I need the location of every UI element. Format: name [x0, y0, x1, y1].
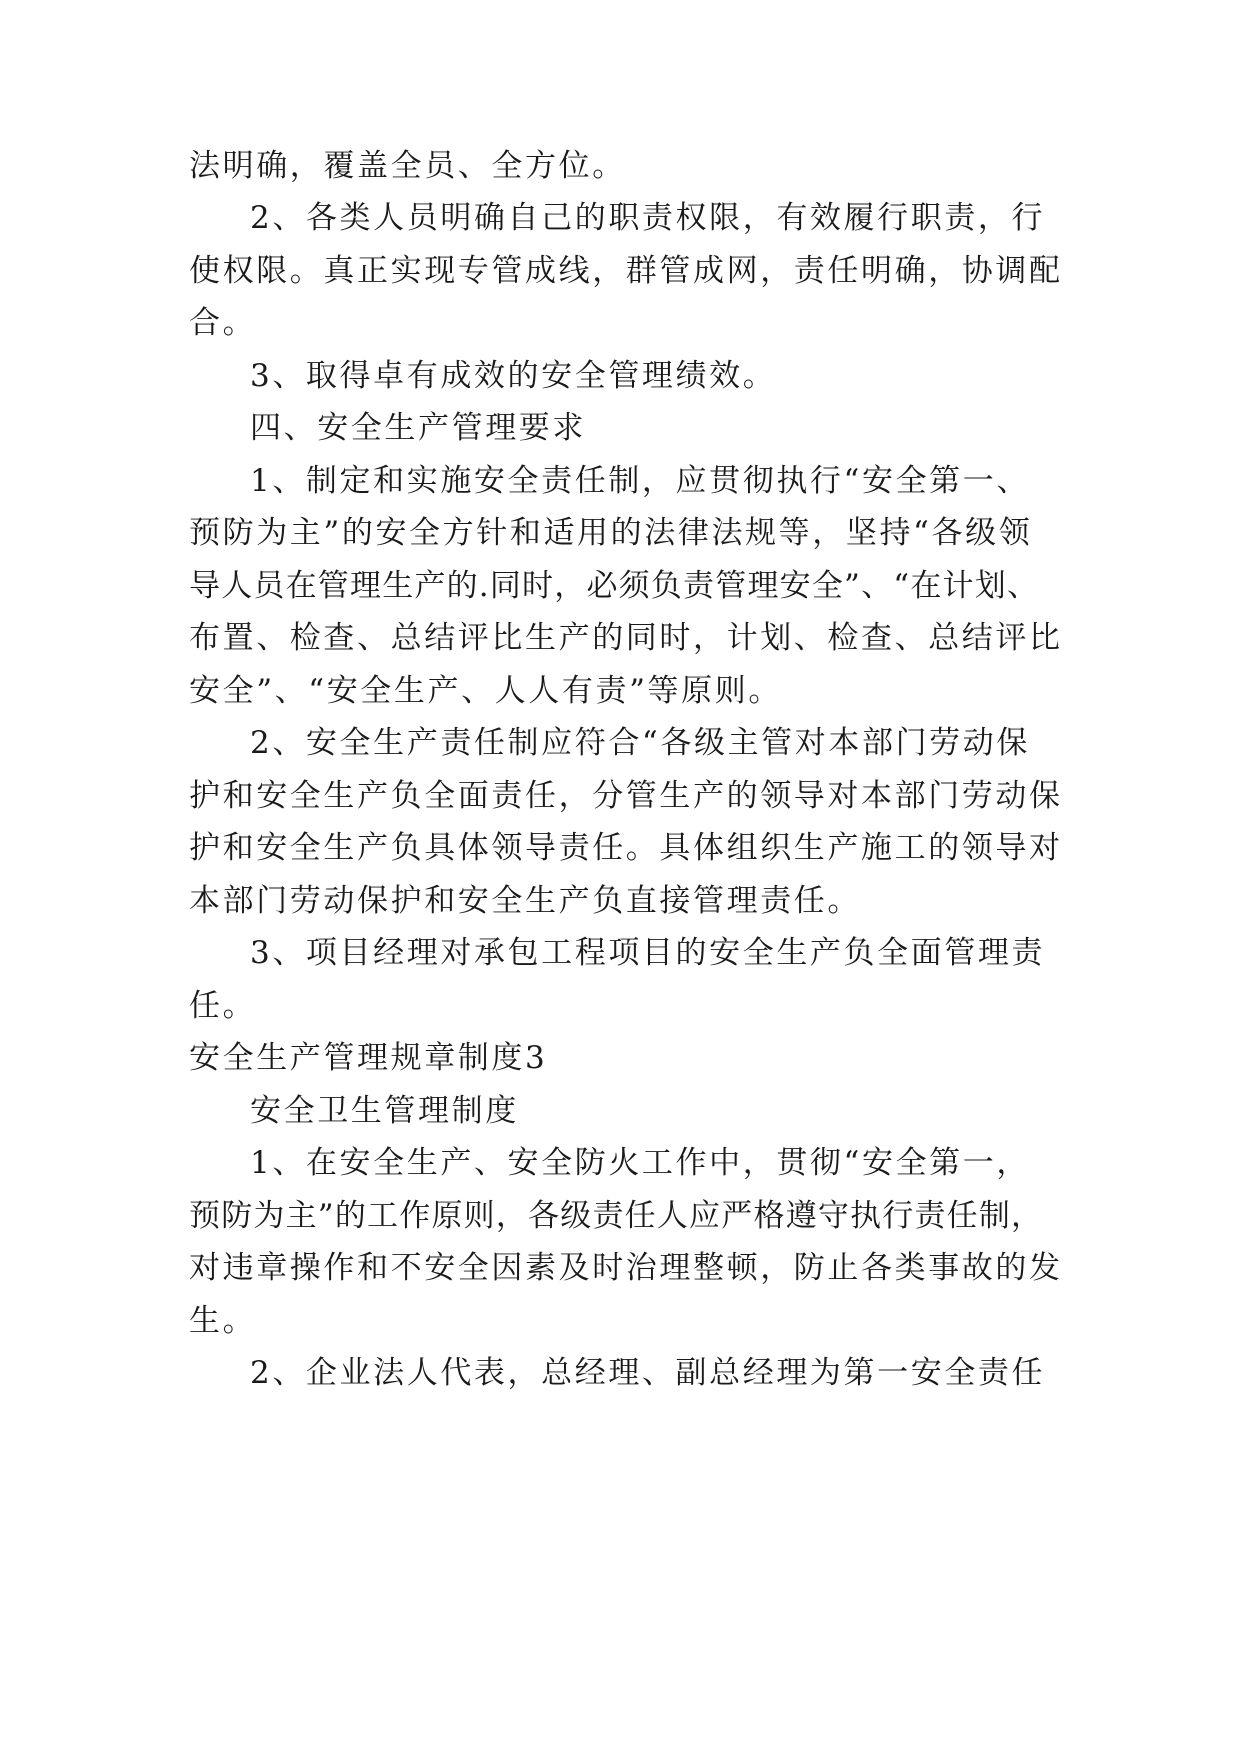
text-line: 本部门劳动保护和安全生产负直接管理责任。 [189, 883, 861, 919]
text-line: 布置、检查、总结评比生产的同时，计划、检查、总结评比 [189, 620, 1063, 656]
text-line: 使权限。真正实现专管成线，群管成网，责任明确，协调配 [189, 253, 1063, 289]
text-line: 预防为主”的工作原则，各级责任人应严格遵守执行责任制， [189, 1198, 1044, 1234]
text-line: 安全”、“安全生产、人人有责”等原则。 [189, 673, 782, 709]
text-line: 2、企业法人代表，总经理、副总经理为第一安全责任 [250, 1355, 1046, 1391]
section-heading: 四、安全生产管理要求 [250, 410, 586, 446]
text-line: 护和安全生产负全面责任，分管生产的领导对本部门劳动保 [189, 778, 1063, 814]
text-line: 2、各类人员明确自己的职责权限，有效履行职责，行 [250, 200, 1046, 236]
text-line: 3、取得卓有成效的安全管理绩效。 [250, 358, 777, 394]
text-line: 导人员在管理生产的.同时，必须负责管理安全”、“在计划、 [189, 568, 1040, 604]
text-line: 3、项目经理对承包工程项目的安全生产负全面管理责 [250, 935, 1046, 971]
text-line: 1、在安全生产、安全防火工作中，贯彻“安全第一， [250, 1145, 1030, 1181]
text-line: 合。 [189, 305, 257, 341]
document-title: 安全生产管理规章制度3 [189, 1040, 548, 1076]
text-line: 对违章操作和不安全因素及时治理整顿，防止各类事故的发 [189, 1250, 1063, 1286]
text-line: 护和安全生产负具体领导责任。具体组织生产施工的领导对 [189, 830, 1063, 866]
text-line: 生。 [189, 1303, 257, 1339]
text-line: 任。 [189, 988, 257, 1024]
text-line: 2、安全生产责任制应符合“各级主管对本部门劳动保 [250, 725, 1030, 761]
text-line: 1、制定和实施安全责任制，应贯彻执行“安全第一、 [250, 463, 1030, 499]
section-heading: 安全卫生管理制度 [250, 1093, 519, 1129]
text-line: 预防为主”的安全方针和适用的法律法规等，坚持“各级领 [189, 515, 1033, 551]
text-line: 法明确，覆盖全员、全方位。 [189, 148, 626, 184]
